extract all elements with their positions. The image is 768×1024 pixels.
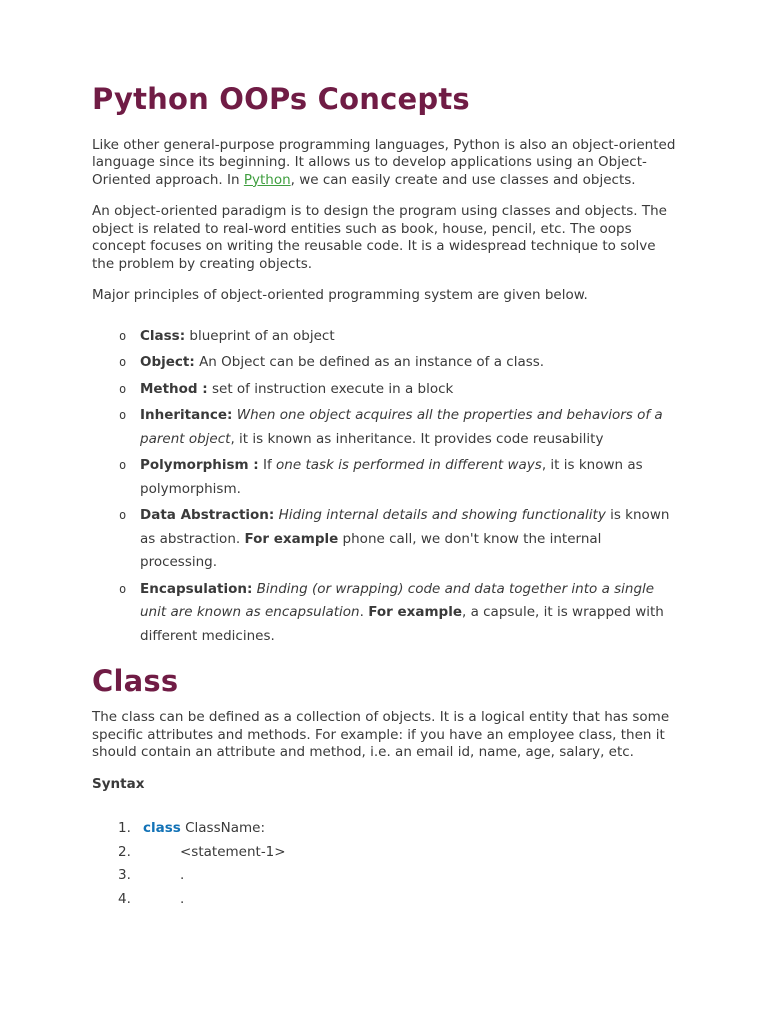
line-number: 1. [118,820,131,837]
bullet-marker: o [119,458,127,473]
class-definition-paragraph: The class can be defined as a collection of objects. It is a logical entity that has some specific attributes and methods. For example: if you have an employee class, then it should contain an attribute and method, i.e. an email id, name, age, salary, etc. [92,709,670,761]
line-number: 3. [118,867,131,884]
intro-text-before-link: Like other general-purpose programming languages, Python is also an object-oriented language since its beginning. It allows us to develop applications using an Object-Oriented approach. In [92,136,676,188]
bullet-marker: o [119,355,127,370]
bullet-marker: o [119,508,127,523]
code-text: . [180,890,185,907]
bullet-marker: o [119,381,127,396]
list-item-method: o Method : set of instruction execute in a block [92,378,676,402]
code-line [92,888,676,912]
code-text: <statement-1> [180,843,286,860]
bullet-marker: o [119,328,127,343]
line-number: 4. [118,890,131,907]
python-link[interactable]: Python [243,171,291,188]
list-item-data-abstraction: o Data Abstraction: Hiding internal details and showing functionality is known as abstraction. For example phone call, we don't know the internal processing. [92,504,676,575]
code-line [92,841,676,865]
list-item-inheritance: o Inheritance: When one object acquires all the properties and behaviors of a parent object, it is known as inheritance. It provides code reusability [92,404,676,451]
list-item-polymorphism: o Polymorphism : If one task is performed in different ways, it is known as polymorphism. [92,454,676,501]
class-keyword: class [143,820,181,837]
code-text: ClassName: [180,820,265,837]
class-syntax-code-list [92,817,676,911]
intro-paragraph [92,137,676,190]
list-item-class: o Class: blueprint of an object [92,325,676,349]
line-number: 2. [118,843,131,860]
principles-intro-paragraph: Major principles of object-oriented programming system are given below. [92,287,588,304]
code-line [92,864,676,888]
intro-text-after-link: , we can easily create and use classes and objects. [290,171,636,188]
bullet-marker: o [119,408,127,423]
class-section-heading: Class [92,664,179,699]
paradigm-paragraph: An object-oriented paradigm is to design the program using classes and objects. The object is related to real-word entities such as book, house, pencil, etc. The oops concept focuses on writing the reusable code. It is a widespread technique to solve the problem by creating objects. [92,203,667,272]
principles-list [92,325,676,649]
bullet-marker: o [119,581,127,596]
page-title: Python OOPs Concepts [92,82,470,116]
list-item-object: o Object: An Object can be defined as an instance of a class. [92,351,676,375]
code-line [92,817,676,841]
list-item-encapsulation: o Encapsulation: Binding (or wrapping) code and data together into a single unit are known as encapsulation. For example, a capsule, it is wrapped with different medicines. [92,578,676,649]
syntax-label: Syntax [92,775,145,792]
code-text: . [180,867,185,884]
